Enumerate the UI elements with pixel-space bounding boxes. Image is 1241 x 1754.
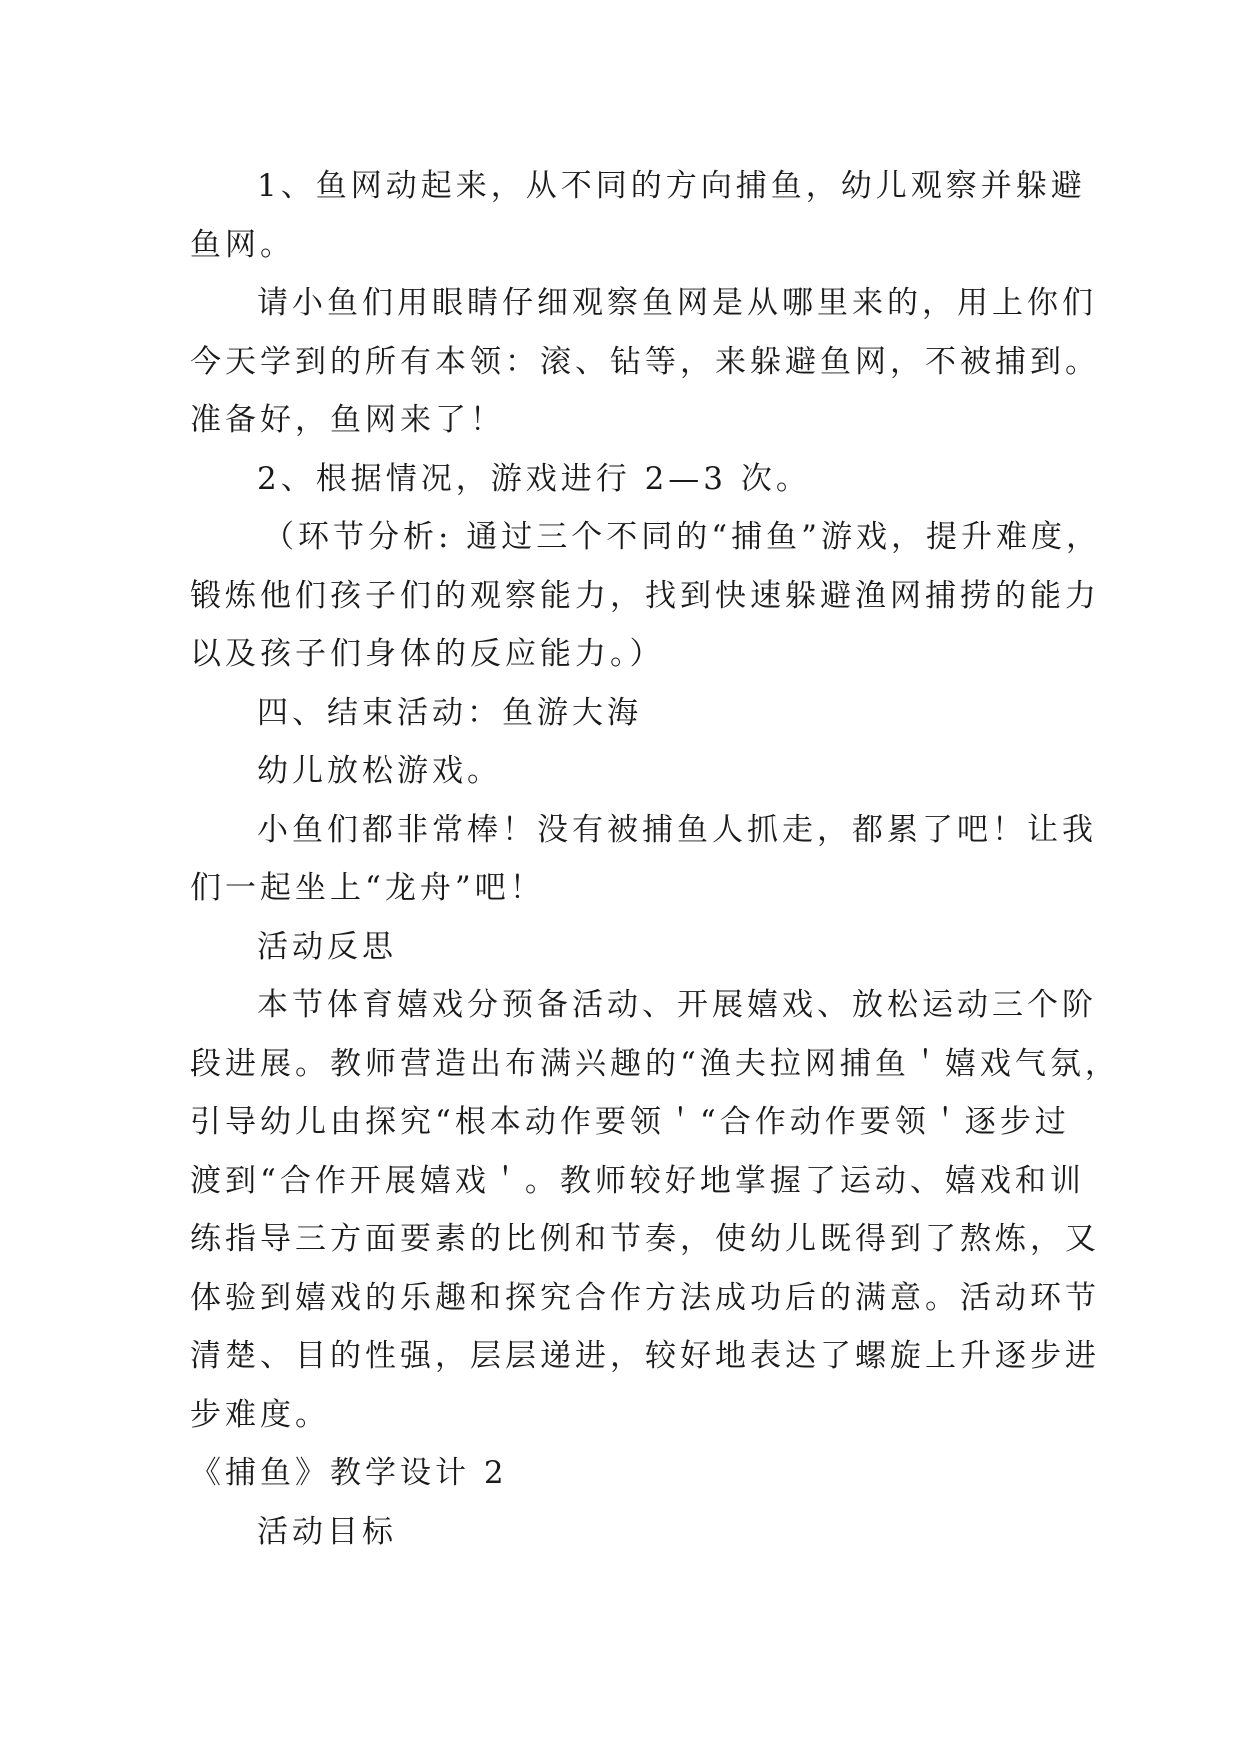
document-subtitle: 《捕鱼》教学设计 2 <box>190 1455 508 1491</box>
paragraph-line: 2、根据情况，游戏进行 2—3 次。 <box>257 461 811 497</box>
paragraph-line: 幼儿放松游戏。 <box>257 753 502 789</box>
paragraph-line: 1、鱼网动起来，从不同的方向捕鱼，幼儿观察并躲避 <box>257 168 1086 204</box>
paragraph-line: 锻炼他们孩子们的观察能力，找到快速躲避渔网捕捞的能力 <box>190 578 1100 614</box>
paragraph-line: 步难度。 <box>190 1397 330 1433</box>
paragraph-line: （环节分析: 通过三个不同的“捕鱼”游戏，提升难度， <box>263 519 1101 555</box>
paragraph-line: 请小鱼们用眼睛仔细观察鱼网是从哪里来的，用上你们 <box>257 285 1097 321</box>
section-heading: 活动反思 <box>257 929 397 965</box>
paragraph-line: 鱼网。 <box>190 227 295 263</box>
paragraph-line: 准备好，鱼网来了！ <box>190 402 505 438</box>
paragraph-line: 段进展。教师营造出布满兴趣的“渔夫拉网捕鱼＇嬉戏气氛， <box>190 1046 1120 1082</box>
paragraph-line: 渡到“合作开展嬉戏＇。教师较好地掌握了运动、嬉戏和训 <box>190 1163 1085 1199</box>
paragraph-line: 引导幼儿由探究“根本动作要领＇“合作动作要领＇逐步过 <box>190 1104 1070 1140</box>
paragraph-line: 今天学到的所有本领：滚、钻等，来躲避鱼网，不被捕到。 <box>190 344 1100 380</box>
section-heading: 活动目标 <box>257 1514 397 1550</box>
paragraph-line: 小鱼们都非常棒！没有被捕鱼人抓走，都累了吧！让我 <box>257 812 1097 848</box>
paragraph-line: 们一起坐上“龙舟”吧！ <box>190 870 545 906</box>
section-heading: 四、结束活动：鱼游大海 <box>257 695 642 731</box>
paragraph-line: 清楚、目的性强，层层递进，较好地表达了螺旋上升逐步进 <box>190 1338 1100 1374</box>
paragraph-line: 以及孩子们身体的反应能力。） <box>190 636 665 672</box>
paragraph-line: 练指导三方面要素的比例和节奏，使幼儿既得到了熬炼，又 <box>190 1221 1100 1257</box>
paragraph-line: 体验到嬉戏的乐趣和探究合作方法成功后的满意。活动环节 <box>190 1280 1100 1316</box>
paragraph-line: 本节体育嬉戏分预备活动、开展嬉戏、放松运动三个阶 <box>257 987 1097 1023</box>
